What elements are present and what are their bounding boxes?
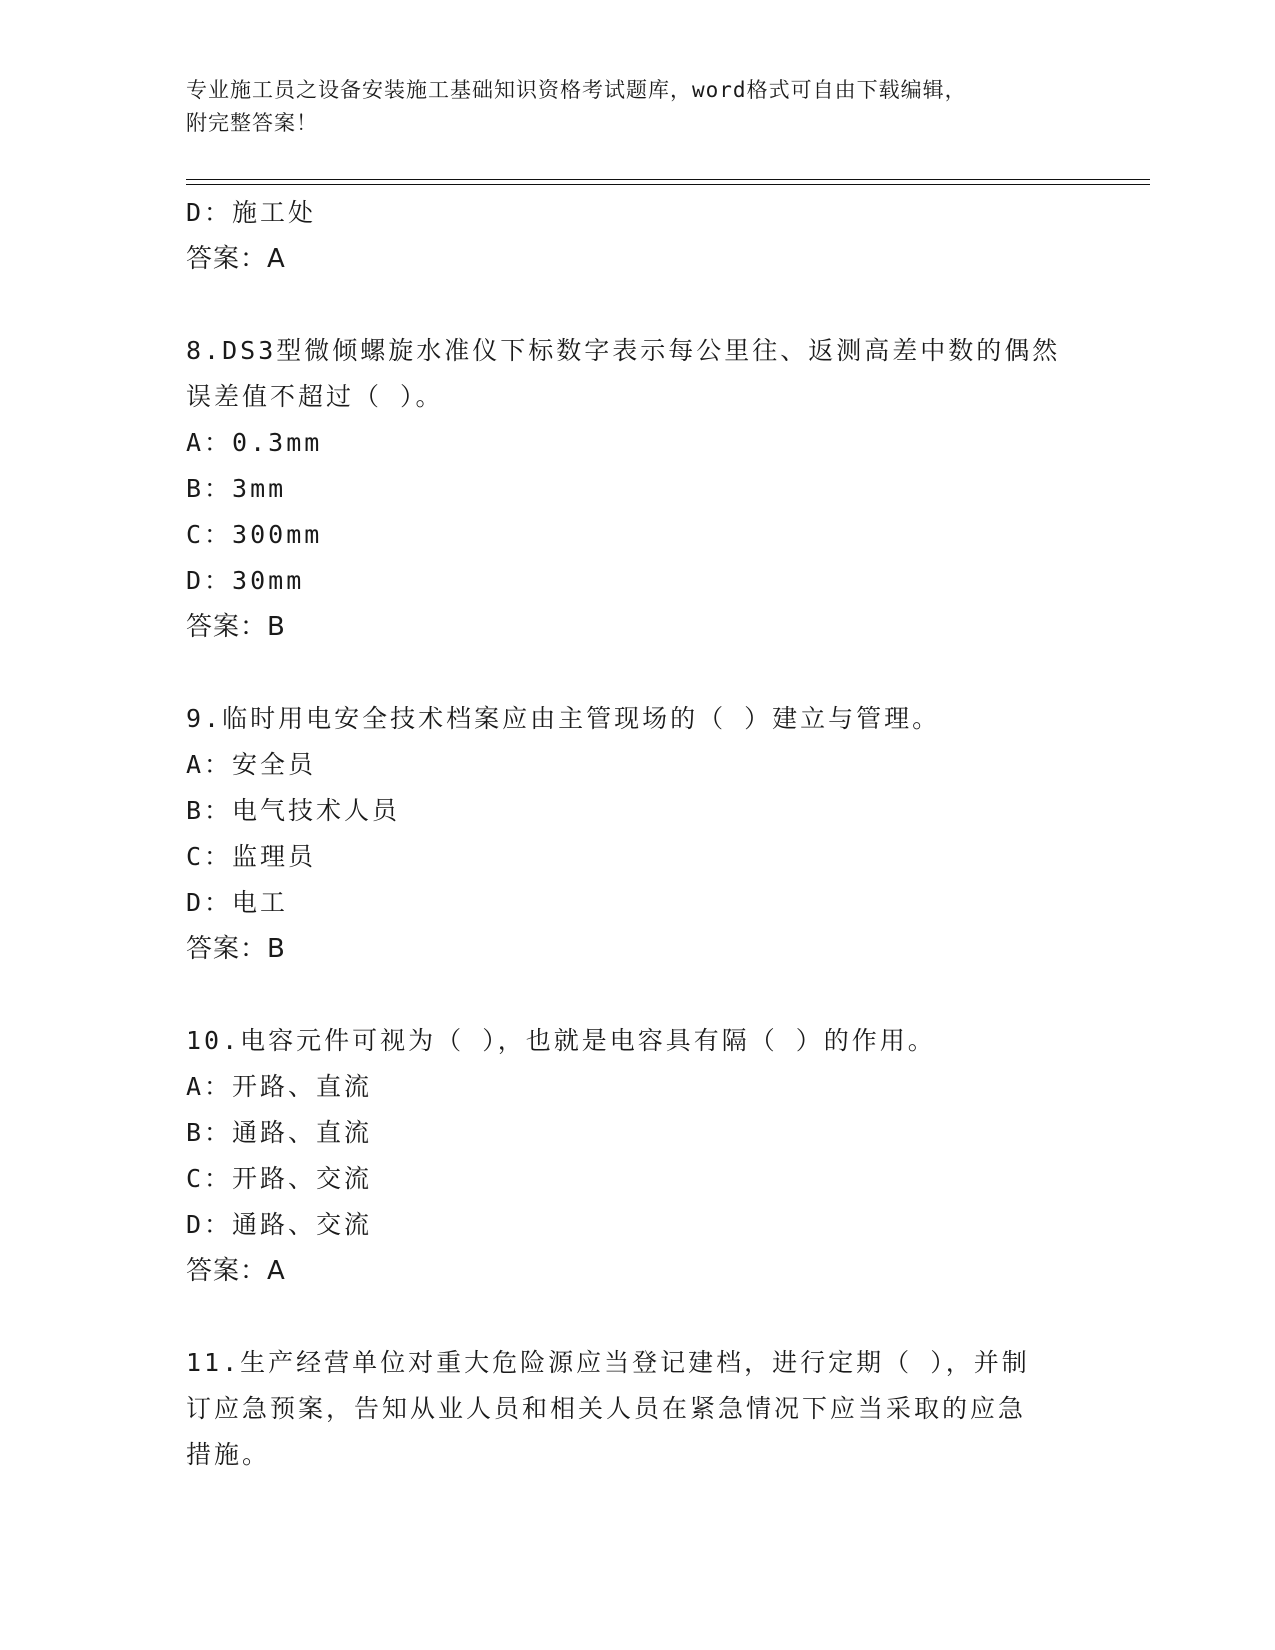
question-10-option-c: C：开路、交流 — [186, 1164, 373, 1193]
prev-option-d: D：施工处 — [186, 198, 317, 227]
page-header — [186, 74, 1086, 140]
question-8-option-a: A：0.3mm — [186, 428, 323, 457]
question-11-text-line-3: 措施。 — [186, 1440, 271, 1469]
header-line-1: 专业施工员之设备安装施工基础知识资格考试题库，word格式可自由下载编辑， — [186, 78, 967, 102]
question-10-option-b: B：通路、直流 — [186, 1118, 373, 1147]
question-8-text-line-1: 8.DS3型微倾螺旋水准仪下标数字表示每公里往、返测高差中数的偶然 — [186, 336, 1061, 365]
question-11 — [186, 1340, 1086, 1478]
question-10-answer: 答案：A — [186, 1256, 286, 1286]
question-9-option-c: C：监理员 — [186, 842, 317, 871]
question-10-text-line-1: 10.电容元件可视为（ ），也就是电容具有隔（ ）的作用。 — [186, 1026, 936, 1055]
question-10-option-d: D：通路、交流 — [186, 1210, 373, 1239]
prev-answer: 答案：A — [186, 244, 286, 274]
header-line-2: 附完整答案！ — [186, 111, 318, 135]
question-9-answer: 答案：B — [186, 934, 286, 964]
spacer — [186, 1294, 1086, 1340]
question-8 — [186, 328, 1086, 650]
question-11-text-line-1: 11.生产经营单位对重大危险源应当登记建档，进行定期（ ），并制 — [186, 1348, 1030, 1377]
question-9-option-b: B：电气技术人员 — [186, 796, 401, 825]
question-9-option-a: A：安全员 — [186, 750, 317, 779]
question-9 — [186, 696, 1086, 972]
question-10 — [186, 1018, 1086, 1294]
question-11-text-line-2: 订应急预案，告知从业人员和相关人员在紧急情况下应当采取的应急 — [186, 1394, 1027, 1423]
question-8-text-line-2: 误差值不超过（ ）。 — [186, 382, 444, 411]
question-8-option-b: B：3mm — [186, 474, 287, 503]
spacer — [186, 972, 1086, 1018]
question-content — [186, 190, 1086, 1478]
header-divider-bottom — [186, 184, 1150, 185]
question-10-option-a: A：开路、直流 — [186, 1072, 373, 1101]
header-divider-top — [186, 179, 1150, 180]
question-9-text-line-1: 9.临时用电安全技术档案应由主管现场的（ ）建立与管理。 — [186, 704, 941, 733]
question-8-option-d: D：30mm — [186, 566, 305, 595]
question-9-option-d: D：电工 — [186, 888, 289, 917]
spacer — [186, 282, 1086, 328]
spacer — [186, 650, 1086, 696]
question-8-answer: 答案：B — [186, 612, 286, 642]
question-8-option-c: C：300mm — [186, 520, 323, 549]
